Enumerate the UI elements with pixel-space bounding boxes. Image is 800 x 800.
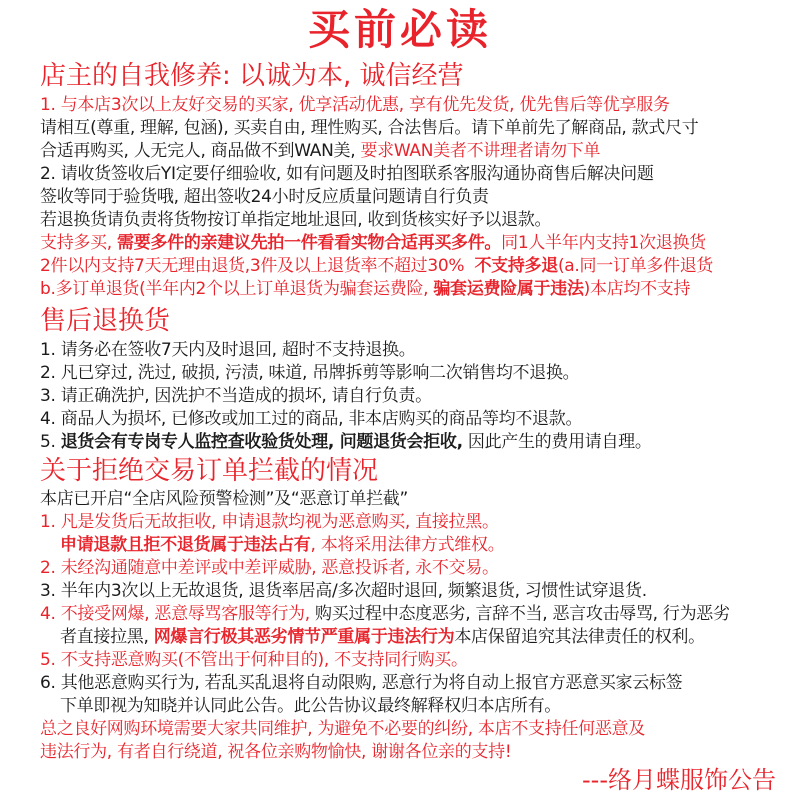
notice-line <box>0 140 792 163</box>
section-heading: 店主的自我修养: 以诚为本, 诚信经营 <box>40 61 464 91</box>
line-text: 签收等同于验货哦, 超出签收24小时反应质量问题请自行负责 <box>40 187 489 207</box>
line-text: 3. 请正确洗护, 因洗护不当造成的损坏, 请自行负责。 <box>40 386 432 406</box>
notice-line <box>0 94 792 117</box>
line-text: 2. 未经沟通随意中差评或中差评威胁, 恶意投诉者, 永不交易。 <box>40 558 499 578</box>
line-text: 者直接拉黑, <box>60 627 154 647</box>
line-text: 2件以内支持7天无理由退货,3件及以上退货率不超过30% <box>40 256 475 276</box>
notice-line <box>0 232 792 255</box>
notice-line <box>0 718 792 741</box>
line-text: 6. 其他恶意购买行为, 若乱买乱退将自动限购, 恶意行为将自动上报官方恶意买家云标签 <box>40 673 683 693</box>
section-heading: 售后退换货 <box>40 306 171 336</box>
shop-signature: ---络月蝶服饰公告 <box>582 766 776 794</box>
line-text: 同1人半年内支持1次退换货 <box>501 233 706 253</box>
notice-line <box>0 117 792 140</box>
notice-line-indented <box>0 695 792 718</box>
line-text: 1. 凡是发货后无故拒收, 申请退款均视为恶意购买, 直接拉黑。 <box>40 512 499 532</box>
line-text: 若退换货请负责将货物按订单指定地址退回, 收到货核实好予以退款。 <box>40 210 552 230</box>
line-text-bold: 骗套运费险属于违法 <box>433 279 584 299</box>
closing-remarks <box>0 718 800 764</box>
notice-line <box>0 488 792 511</box>
line-text: 支持多买, <box>40 233 118 253</box>
notice-line <box>0 511 792 534</box>
notice-line <box>0 672 792 695</box>
notice-line <box>0 385 792 408</box>
notice-line <box>0 186 792 209</box>
line-text: 3. 半年内3次以上无故退货, 退货率居高/多次超时退回, 频繁退货, 习惯性试穿退货. <box>40 581 647 601</box>
section-shop-principles <box>0 56 800 301</box>
line-text: , 本将采用法律方式维权。 <box>310 535 505 555</box>
line-text: 本店保留追究其法律责任的权利。 <box>454 627 705 647</box>
line-text: 因此产生的费用请自理。 <box>462 432 652 452</box>
line-text: 本店已开启“全店风险预警检测”及“恶意订单拦截” <box>40 489 409 509</box>
notice-line <box>0 209 792 232</box>
notice-line <box>0 255 792 278</box>
notice-line-indented <box>0 534 792 557</box>
section-heading: 关于拒绝交易订单拦截的情况 <box>40 456 379 486</box>
notice-line <box>0 362 792 385</box>
notice-line <box>0 163 792 186</box>
notice-line <box>0 408 792 431</box>
notice-line <box>0 741 792 764</box>
page-title: 买前必读 <box>307 5 492 54</box>
line-text: 2. 凡已穿过, 洗过, 破损, 污渍, 味道, 吊牌拆剪等影响二次销售均不退换。 <box>40 363 580 383</box>
notice-line <box>0 339 792 362</box>
line-text-bold: 网爆言行极其恶劣情节严重属于违法行为 <box>153 627 455 647</box>
notice-line <box>0 603 792 626</box>
section-order-interception <box>0 454 800 718</box>
line-text: 购买过程中态度恶劣, 言辞不当, 恶言攻击辱骂, 行为恶劣 <box>314 604 730 624</box>
line-text-highlight: 要求WAN美者不讲理者请勿下单 <box>360 141 601 161</box>
line-text: 5. <box>40 432 61 452</box>
notice-line <box>0 278 792 301</box>
section-after-sales <box>0 301 800 454</box>
line-text: 1. 与本店3次以上友好交易的买家, 优享活动优惠, 享有优先发货, 优先售后等优享服务 <box>40 95 670 115</box>
line-text-highlight: 4. 不接受网爆, 恶意辱骂客服等行为, <box>40 604 315 624</box>
notice-line <box>0 580 792 603</box>
line-text-bold: 不支持多退 <box>474 256 558 276</box>
line-text: 违法行为, 有者自行绕道, 祝各位亲购物愉快, 谢谢各位亲的支持! <box>40 742 512 762</box>
line-text: 2. 请收货签收后YI定要仔细验收, 如有问题及时拍图联系客服沟通协商售后解决问题 <box>40 164 654 184</box>
notice-line <box>0 431 792 454</box>
line-text: 下单即视为知晓并认同此公告。此公告协议最终解释权归本店所有。 <box>60 696 561 716</box>
line-text: 1. 请务必在签收7天内及时退回, 超时不支持退换。 <box>40 340 416 360</box>
line-text: b.多订单退货(半年内2个以上订单退货为骗套运费险, <box>40 279 434 299</box>
notice-line <box>0 649 792 672</box>
line-text: 请相互(尊重, 理解, 包涵), 买卖自由, 理性购买, 合法售后。请下单前先了解商品, 款式尺寸 <box>40 118 699 138</box>
line-text: (a.同一订单多件退货 <box>557 256 714 276</box>
line-text: 5. 不支持恶意购买(不管出于何种目的), 不支持同行购买。 <box>40 650 468 670</box>
line-text: )本店均不支持 <box>583 279 691 299</box>
line-text: 总之良好网购环境需要大家共同维护, 为避免不必要的纠纷, 本店不支持任何恶意及 <box>40 719 645 739</box>
notice-line <box>0 557 792 580</box>
notice-line-indented <box>0 626 792 649</box>
line-text-bold: 需要多件的亲建议先拍一件看看实物合适再买多件。 <box>117 233 502 253</box>
line-text-bold: 申请退款且拒不退货属于违法占有 <box>60 535 311 555</box>
line-text: 4. 商品人为损坏, 已修改或加工过的商品, 非本店购买的商品等均不退款。 <box>40 409 583 429</box>
line-text-bold: 退货会有专岗专人监控查收验货处理, 问题退货会拒收, <box>60 432 463 452</box>
line-text: 合适再购买, 人无完人, 商品做不到WAN美, <box>40 141 361 161</box>
